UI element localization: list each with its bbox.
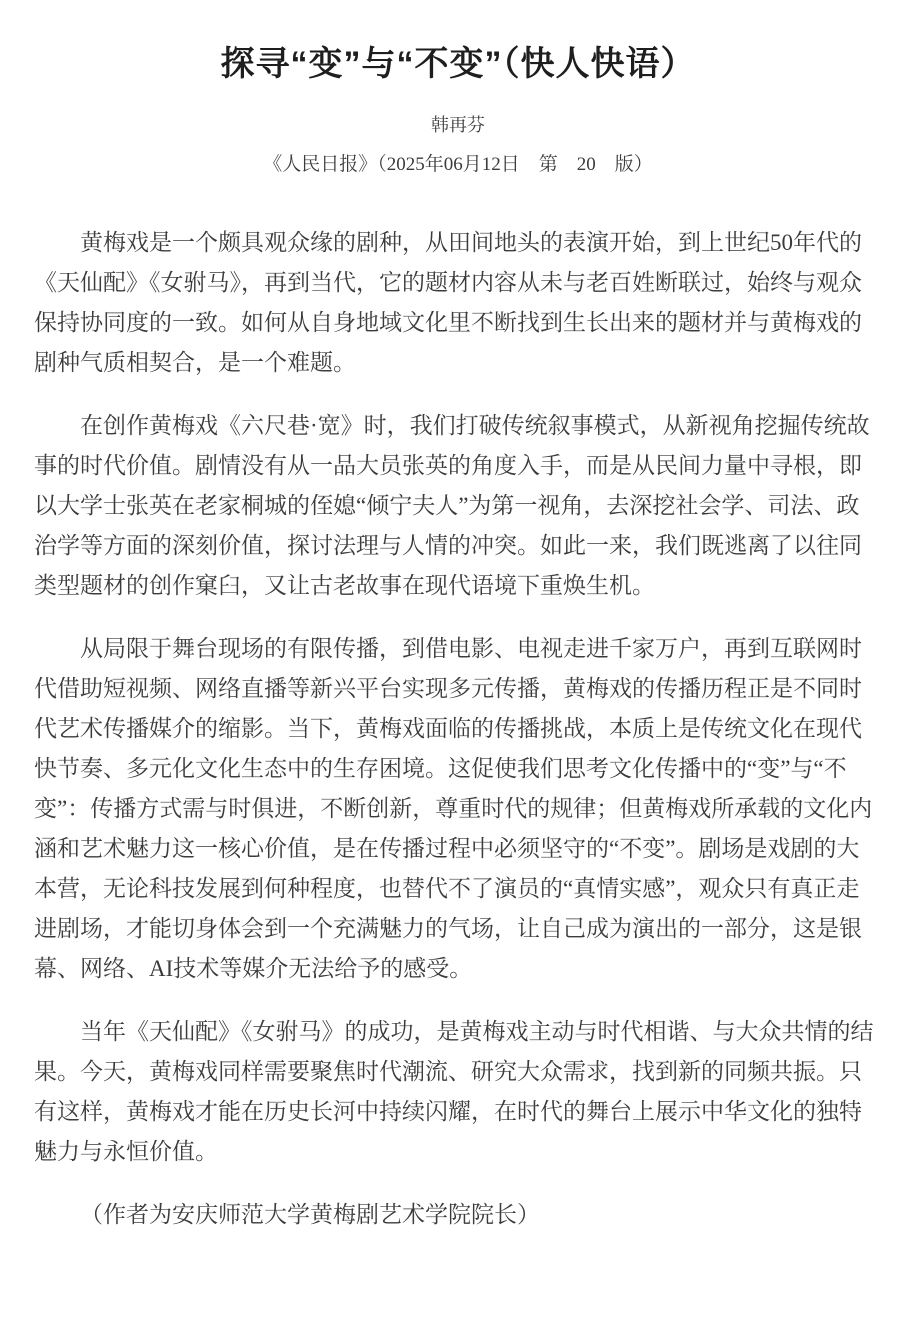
- article-paragraph-3: 从局限于舞台现场的有限传播，到借电影、电视走进千家万户，再到互联网时代借助短视频、网络直播等新兴平台实现多元传播，黄梅戏的传播历程正是不同时代艺术传播媒介的缩影。当下，黄梅戏面临的传播挑战，本质上是传统文化在现代快节奏、多元化文化生态中的生存困境。这促使我们思考文化传播中的“变”与“不变”：传播方式需与时俱进，不断创新，尊重时代的规律；但黄梅戏所承载的文化内涵和艺术魅力这一核心价值，是在传播过程中必须坚守的“不变”。剧场是戏剧的大本营，无论科技发展到何种程度，也替代不了演员的“真情实感”，观众只有真正走进剧场，才能切身体会到一个充满魅力的气场，让自己成为演出的一部分，这是银幕、网络、AI技术等媒介无法给予的感受。: [34, 636, 873, 982]
- article-header: [0, 0, 916, 179]
- article-paragraph-4: 当年《天仙配》《女驸马》的成功，是黄梅戏主动与时代相谐、与大众共情的结果。今天，黄梅戏同样需要聚焦时代潮流、研究大众需求，找到新的同频共振。只有这样，黄梅戏才能在历史长河中持续闪耀，在时代的舞台上展示中华文化的独特魅力与永恒价值。: [34, 1019, 874, 1165]
- article-source-line: 《人民日报》（2025年06月12日 第 20 版）: [263, 154, 653, 176]
- article-paragraph-1: 黄梅戏是一个颇具观众缘的剧种，从田间地头的表演开始，到上世纪50年代的《天仙配》《女驸马》，再到当代，它的题材内容从未与老百姓断联过，始终与观众保持协同度的一致。如何从自身地域文化里不断找到生长出来的题材并与黄梅戏的剧种气质相契合，是一个难题。: [34, 230, 862, 376]
- article-footnote: （作者为安庆师范大学黄梅剧艺术学院院长）: [80, 1202, 540, 1228]
- article-paragraph-2: 在创作黄梅戏《六尺巷·宽》时，我们打破传统叙事模式，从新视角挖掘传统故事的时代价值。剧情没有从一品大员张英的角度入手，而是从民间力量中寻根，即以大学士张英在老家桐城的侄媳“倾宁夫人”为第一视角，去深挖社会学、司法、政治学等方面的深刻价值，探讨法理与人情的冲突。如此一来，我们既逃离了以往同类型题材的创作窠臼，又让古老故事在现代语境下重焕生机。: [34, 413, 870, 599]
- article-title: 探寻“变”与“不变”（快人快语）: [220, 45, 696, 83]
- article-body: [34, 223, 876, 1235]
- article-author: 韩再芬: [431, 114, 485, 135]
